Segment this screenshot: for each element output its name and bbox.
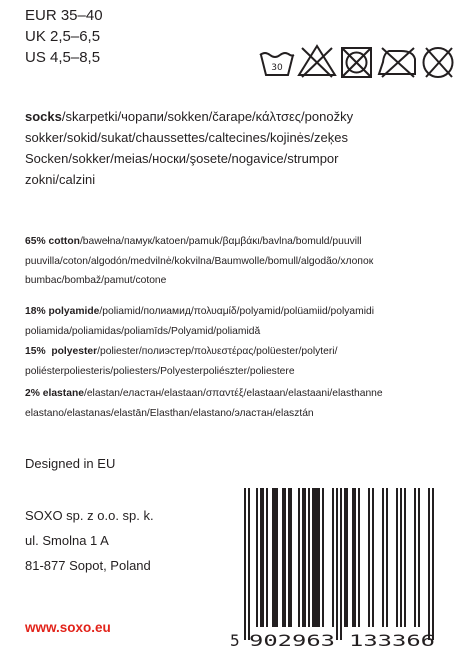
barcode-bar [304, 488, 306, 627]
barcode-bar [302, 488, 304, 627]
cotton-line2: puuvilla/coton/algodón/medvilnė/kokvilna/Baumwolle/bomull/algodão/хлопок [25, 255, 374, 267]
barcode-bar [368, 488, 370, 627]
company-address [25, 503, 154, 578]
composition-polyamide [25, 302, 374, 341]
size-us: US 4,5–8,5 [25, 49, 101, 66]
barcode-bar [316, 488, 318, 627]
barcode-left-group: 902963 [249, 631, 335, 650]
barcode-bars [244, 488, 434, 640]
address-line1: SOXO sp. z o.o. sp. k. [25, 508, 154, 523]
do-not-dry-clean-icon [424, 48, 453, 77]
barcode-bar [244, 488, 246, 640]
barcode-bar [322, 488, 324, 627]
size-eur: EUR 35–40 [25, 7, 103, 24]
svg-text:30: 30 [271, 63, 283, 73]
do-not-tumble-dry-icon [342, 48, 371, 77]
size-uk: UK 2,5–6,5 [25, 28, 101, 45]
barcode-bar [248, 488, 250, 640]
barcode-bar [346, 488, 348, 627]
designed-in: Designed in EU [25, 456, 116, 471]
composition-cotton [25, 232, 373, 291]
address-line3: 81-877 Sopot, Poland [25, 558, 151, 573]
barcode-bar [276, 488, 278, 627]
barcode-bar [404, 488, 406, 627]
barcode-bar [352, 488, 354, 627]
elastane-bold: 2% elastane [25, 388, 84, 399]
barcode-bar [396, 488, 398, 627]
socks-line4: zokni/calzini [25, 172, 96, 187]
socks-translations [25, 106, 353, 190]
cotton-bold: 65% cotton [25, 236, 80, 247]
polyamide-line1: /poliamid/полиамид/πολυαμίδ/polyamid/polüamiid/polyamidi [99, 306, 375, 317]
wash-30-icon [260, 53, 294, 75]
barcode-right-group: 133366 [349, 631, 435, 650]
polyester-line1: /poliester/полиэстер/πολυεστέρας/polüester/polyteri/ [97, 346, 338, 357]
address-line2: ul. Smolna 1 A [25, 533, 109, 548]
composition-polyester [25, 342, 337, 381]
barcode-bar [400, 488, 402, 627]
barcode-bar [372, 488, 374, 627]
barcode-bar [256, 488, 258, 627]
socks-bold: socks [25, 109, 62, 124]
barcode-bar [314, 488, 316, 627]
barcode-bar [340, 488, 342, 640]
barcode-bar [262, 488, 264, 627]
barcode-bar [266, 488, 268, 627]
composition-elastane [25, 384, 383, 423]
barcode-bar [272, 488, 274, 627]
barcode-bar [318, 488, 320, 627]
barcode-bar [354, 488, 356, 627]
barcode-bar [312, 488, 314, 627]
barcode-bar [332, 488, 334, 627]
cotton-line3: bumbac/bombaž/pamut/cotone [25, 275, 167, 286]
barcode-bar [298, 488, 300, 627]
size-chart [25, 5, 103, 68]
barcode-bar [284, 488, 286, 627]
do-not-iron-icon [379, 48, 415, 77]
care-symbols [258, 42, 458, 82]
barcode-bar [274, 488, 276, 627]
barcode-bar [418, 488, 420, 627]
polyamide-line2: poliamida/poliamidas/poliamīds/Polyamid/poliamidă [25, 325, 261, 337]
elastane-line1: /elastan/еластан/elastaan/σπαντέξ/elastaan/elastaani/elasthanne [83, 388, 383, 399]
barcode-bar [428, 488, 430, 640]
barcode [228, 486, 463, 650]
socks-line2: sokker/sokid/sukat/chaussettes/caltecines/kojinės/zeķes [25, 130, 348, 145]
barcode-bar [358, 488, 360, 627]
polyester-line2: poliésterpoliesteris/poliesters/Polyesterpoliészter/poliestere [25, 365, 295, 377]
socks-line3: Socken/sokker/meias/носки/şosete/nogavice/strumpor [25, 151, 339, 166]
do-not-bleach-icon [299, 46, 335, 77]
elastane-line2: elastano/elastanas/elastān/Elasthan/elastano/эластан/elasztán [25, 407, 314, 419]
barcode-bar [288, 488, 290, 627]
barcode-bar [386, 488, 388, 627]
socks-line1: /skarpetki/чорапи/sokken/čarape/κάλτσες/ponožky [61, 109, 354, 124]
website-link[interactable]: www.soxo.eu [25, 620, 111, 635]
barcode-bar [290, 488, 292, 627]
polyester-bold: 15% polyester [25, 346, 98, 357]
barcode-bar [382, 488, 384, 627]
barcode-bar [344, 488, 346, 627]
cotton-line1: /bawełna/памук/katoen/pamuk/βαμβάκι/bavlna/bomuld/puuvill [79, 236, 362, 247]
barcode-bar [308, 488, 310, 627]
barcode-bar [282, 488, 284, 627]
barcode-bar [336, 488, 338, 640]
barcode-bar [414, 488, 416, 627]
barcode-bar [432, 488, 434, 640]
polyamide-bold: 18% polyamide [25, 306, 100, 317]
barcode-first-digit: 5 [230, 631, 240, 650]
barcode-bar [260, 488, 262, 627]
